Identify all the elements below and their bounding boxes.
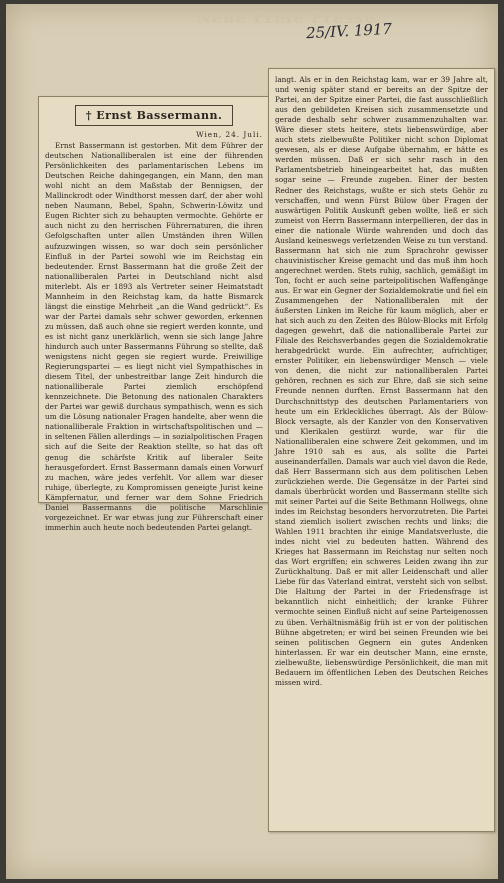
article-dateline: Wien, 24. Juli. [196, 130, 263, 139]
column-2-text-area [275, 75, 488, 827]
column-1-body: Ernst Bassermann ist gestorben. Mit dem Führer der deutschen Nationalliberalen ist eine der führenden Persönlichkeiten des parlamentarischen Lebens im Deutschen Reiche dahingegangen, ein Mann, den man wohl nicht an dem Maßstab der Bennigsen, der Mallinckrodt oder Windthorst messen darf, der aber wohl neben Naumann, Bebel, Spahn, Schwerin-Löwitz und Eugen Richter sich zu behaupten vermochte. Gehörte er auch nicht zu den herrischen Führernaturen, die ihren Gefolgschaften unter allen Umständen ihren Willen aufzuzwingen wissen, so war doch sein persönlicher Einfluß in der Partei sowohl wie im Reichstag ein bedeutender. Ernst Bassermann hat die große Zeit der nationalliberalen Partei in Deutschland nicht alsd miterlebt. Als er 1893 als Vertreter seiner Heimatstadt Mannheim in den Reichstag kam, da hatte Bismarck längst die einstige Mehrheit „an die Wand gedrückt“. Es war der Partei damals sehr schwer geworden, erkennen zu müssen, daß auch ohne sie regiert werden konnte, und es ist nicht ganz unerklärlich, wenn sie sich lange Jahre hindurch auch unter Bassermanns Führung so stellte, daß wenigstens nicht gegen sie regiert wurde. Freiwillige Regierungspartei — es liegt nicht viel Sympathisches in diesem Titel, der unbestreitbar lange Zeit hindurch die nationalliberale Partei ziemlich erschöpfend kennzeichnete. Die Betonung des nationalen Charakters der Partei war gewiß durchaus sympathisch, wenn es sich um die Lösung nationaler Fragen handelte, aber wenn die nationalliberale Fraktion in wirtschaftspolitischen und — in seltenen Fällen allerdings — in sozialpolitischen Fragen sich auf die Seite der Reaktion stellte, so hat das oft genug die schärfste Kritik auf liberaler Seite herausgefordert. Ernst Bassermann damals einen Vorwurf zu machen, wäre jedes verfehlt. Vor allem war dieser ruhige, überlegte, zu Kompromissen geneigte Jurist keine Kämpfernatur, und ferner war dem Sohne Friedrich Daniel Bassermanns die politische Marschlinie vorgezeichnet. Er war etwas jung zur Führerschaft einer immerhin auch heute noch bedeutenden Partei gelangt. [45, 141, 263, 532]
column-1-text-area [45, 103, 263, 532]
column-2-body: langt. Als er in den Reichstag kam, war er 39 Jahre alt, und wenig später stand er bereits an der Spitze der Partei, an der Spitze einer Partei, die fast ausschließlich aus den gebildeten Kreisen sich zusammensetzte und gerade deshalb sehr schwer zusammenzuhalten war. Wäre dieser stets heitere, stets liebenswürdige, aber auch stets zielbewußte Politiker nicht schon Diplomat gewesen, als er diese Aufgabe übernahm, er hätte es werden müssen. Daß er sich sehr rasch in den Parlamentsbetrieb hineingearbeitet hat, das mußten sogar seine — Freunde zugeben. Einer der besten Redner des Reichstags, wußte er sich stets Gehör zu verschaffen, und wenn Fürst Bülow über Fragen der auswärtigen Politik Auskunft geben wollte, ließ er sich zumeist von Herrn Bassermann interpellieren, der das in einer die nationale Würde wahrenden und doch das Ausland keineswegs verletzenden Weise zu tun verstand. Bassermann hat sich nie zum Sprachrohr gewisser chauvinistischer Kreise gemacht und das muß ihm hoch angerechnet werden. Stets ruhig, sachlich, gemäßigt im Ton, focht er auch seine parteipolitischen Waffengänge aus. Er war ein Gegner der Sozialdemokratie und fiel ein Zusammengehen der Nationalliberalen mit der äußersten Linken im Reiche für kaum möglich, aber er hat sich auch zu den Zeiten des Bülow-Blocks mit Erfolg dagegen gewehrt, daß die nationalliberale Partei zur Filiale des Reichsverbandes gegen die Sozialdemokratie herabgedrückt wurde. Ein aufrechter, aufrichtiger, ernster Politiker, ein liebenswürdiger Mensch — viele von denen, die nicht zur nationalliberalen Partei gehören, rechnen es sich zur Ehre, daß sie sich seine Freunde nennen durften. Ernst Bassermann hat den Durchschnittstyp des deutschen Parlamentariers von heute um ein Erkleckliches überragt. Als der Bülow-Block versagte, als der Kanzler von den Konservativen und Klerikalen gestürzt wurde, war für die Nationalliberalen eine schwere Zeit gekommen, und im Jahre 1910 sah es aus, als sollte die Partei auseinanderfallen. Damals war auch viel davon die Rede, daß Herr Bassermann sich aus dem politischen Leben zurückziehen werde. Die Gegensätze in der Partei sind damals überbrückt worden und Bassermann stellte sich mit seiner Partei auf die Seite Bethmann Hollwegs, ohne indes im Reichstag besonders hervorzutreten. Die Partei stand ziemlich isoliert zwischen rechts und links; die Wahlen 1911 brachten ihr einige Mandatsverluste, die indes nicht viel zu bedeuten hatten. Während des Krieges hat Bassermann im Reichstag nur selten noch das Wort ergriffen; ein schweres Leiden zwang ihn zur Zurückhaltung. Daß er mit aller Leidenschaft und aller Liebe für das Vaterland eintrat, versteht sich von selbst. Die Haltung der Partei in der Friedensfrage ist bekanntlich nicht einheitlich; der kranke Führer vermochte seinen Einfluß nicht auf seine Parteigenossen zu üben. Verhältnismäßig früh ist er von der politischen Bühne abgetreten; er wird bei seinen Freunden wie bei seinen politischen Gegnern ein gutes Andenken hinterlassen. Er war ein deutscher Mann, eine ernste, zielbewußte, liebenswürdige Persönlichkeit, die man mit Bedauern im öffentlichen Leben des Deutschen Reiches missen wird. [275, 75, 488, 687]
article-title: † Ernst Bassermann. [75, 105, 233, 126]
scan-page [6, 4, 498, 879]
clipping-column-2 [268, 68, 495, 832]
handwritten-date: 25/IV. 1917 [305, 19, 393, 43]
clipping-column-1 [38, 96, 270, 532]
newspaper-masthead: Neue Freie Presse [196, 8, 376, 27]
